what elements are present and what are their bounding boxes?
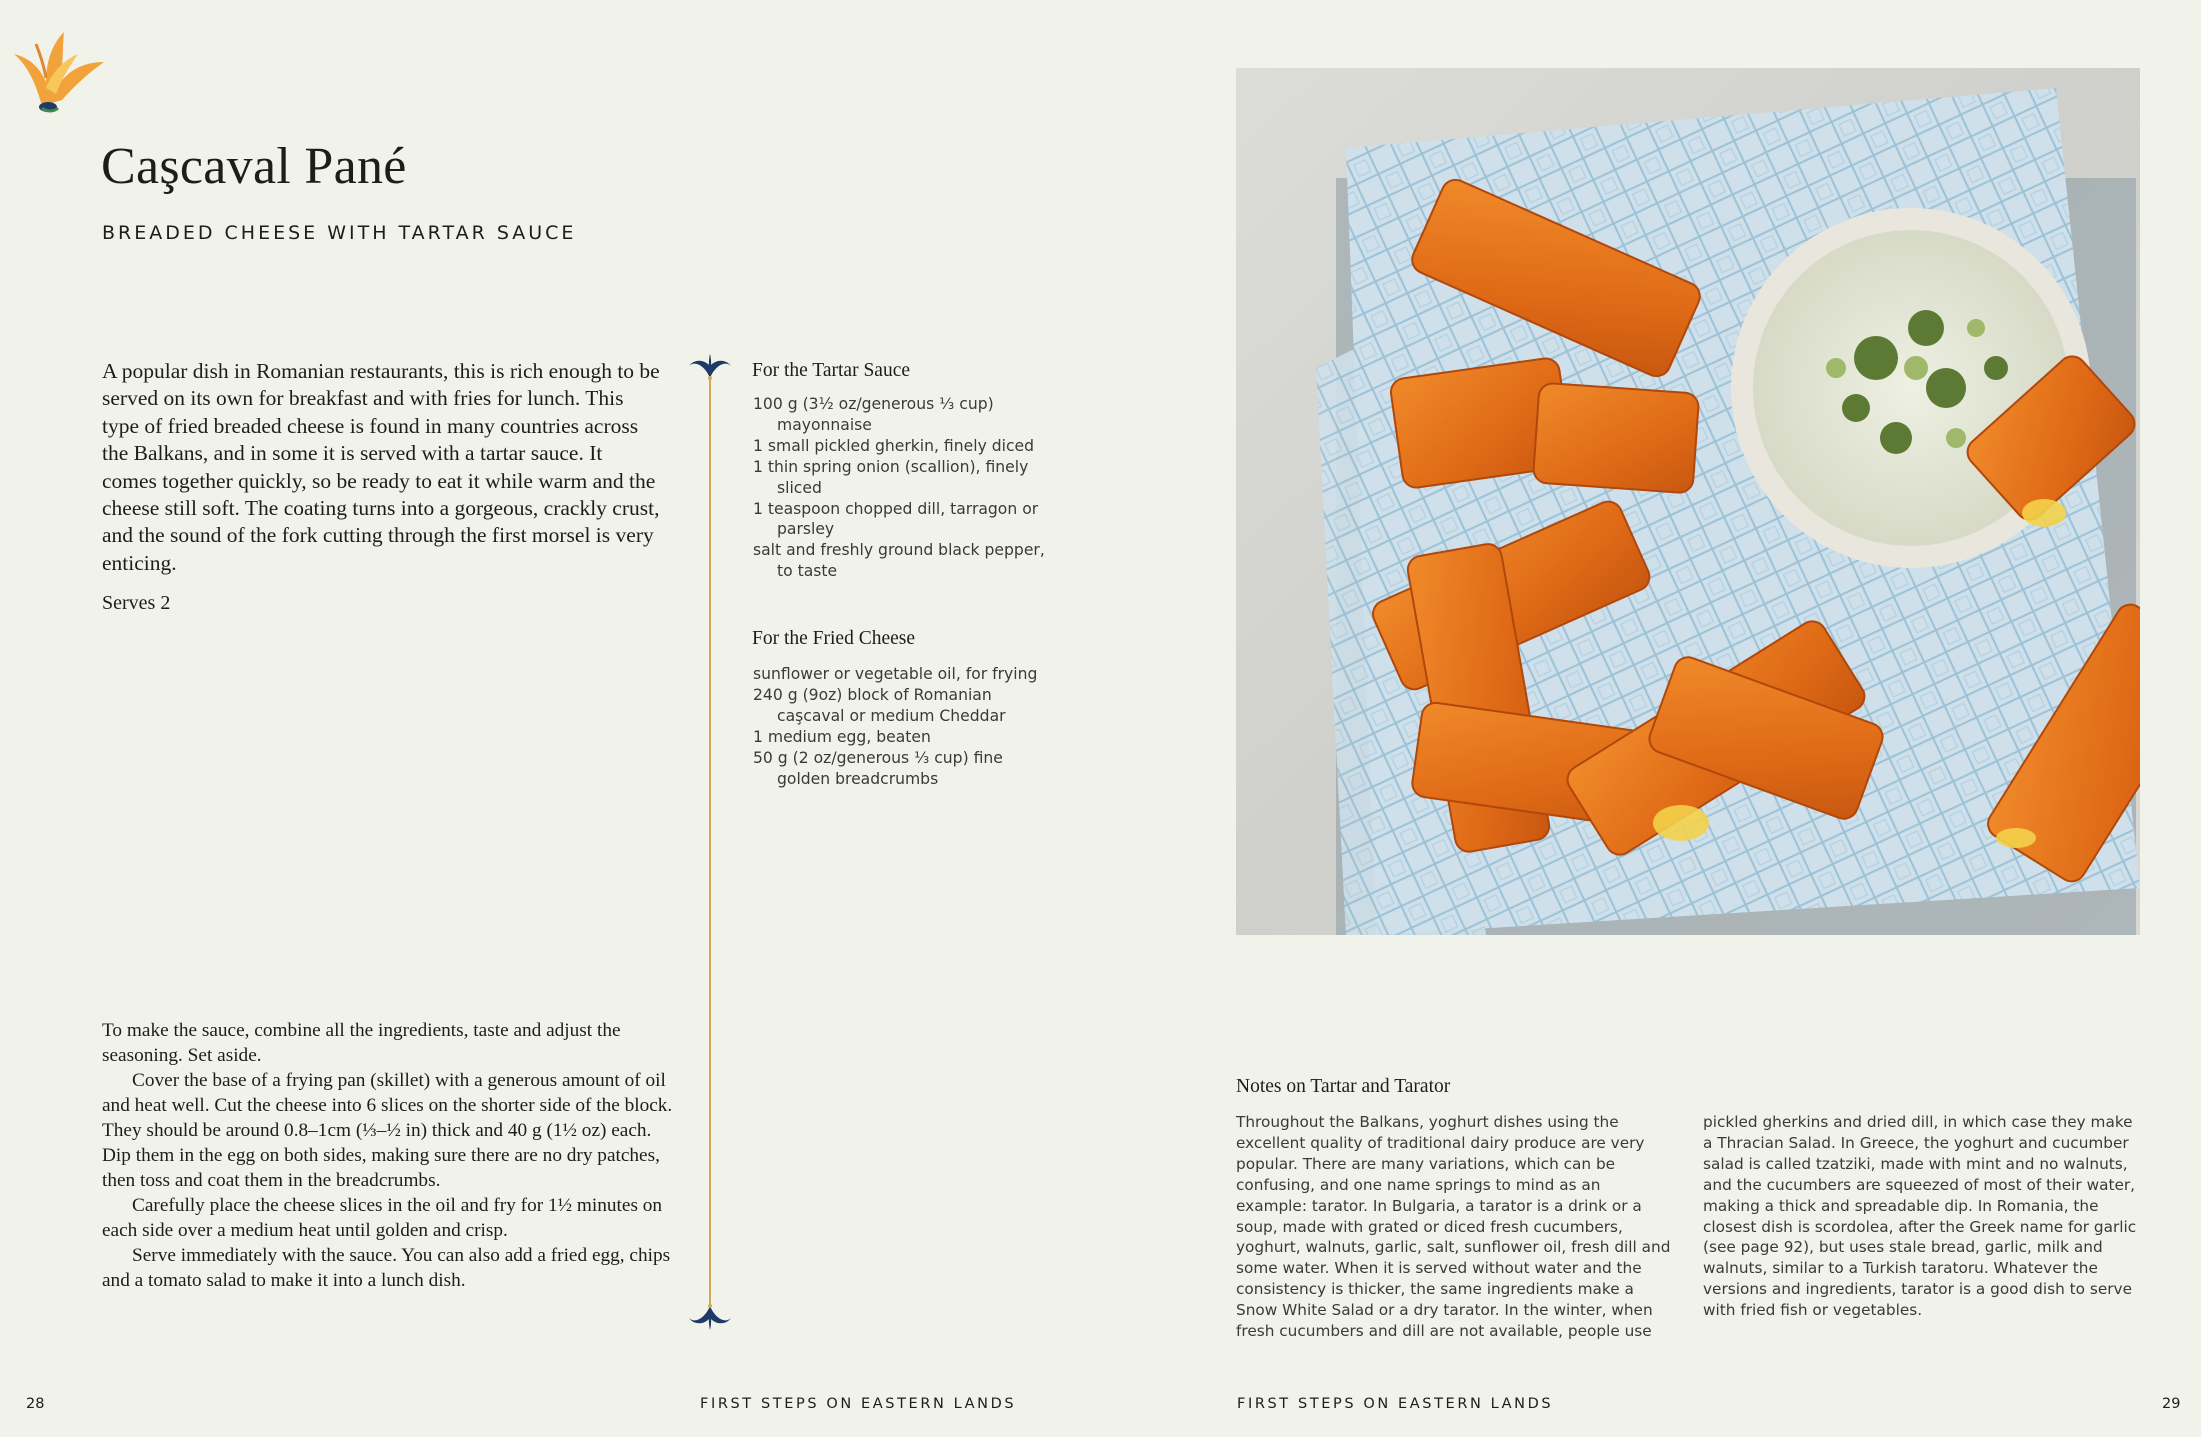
recipe-photo	[1236, 68, 2140, 935]
notes-column-2: pickled gherkins and dried dill, in which case they make a Thracian Salad. In Greece, the yoghurt and cucumber salad is called tzatziki, made with mint and no walnuts, and the cucumbers are squeezed of most of their water, making a thick and spreadable dip. In Romania, the closest dish is scordolea, after the Greek name for garlic (see page 92), but uses stale bread, garlic, milk and walnuts, similar to a Turkish taratoru. Whatever the versions and ingredients, tarator is a good dish to serve with fried fish or vegetables.	[1703, 1113, 2137, 1320]
ingredient-item: salt and freshly ground black pepper, to taste	[753, 541, 1045, 581]
ingredient-item: 1 small pickled gherkin, finely diced	[753, 436, 1035, 455]
method-paragraph: Carefully place the cheese slices in the oil and fry for 1½ minutes on each side over a medium heat until golden and crisp.	[102, 1195, 663, 1241]
page-number-left: 28	[26, 1396, 45, 1412]
recipe-intro: A popular dish in Romanian restaurants, this is rich enough to be served on its own for breakfast and with fries for lunch. This type of fried breaded cheese is found in many countries across the Balkans, and in some it is served with a tartar sauce. It comes together quickly, so be ready to eat it while warm and the cheese still soft. The coating turns into a gorgeous, crackly crust, and the sound of the fork cutting through the first morsel is very enticing.	[102, 359, 660, 575]
tartar-ingredients-list	[753, 394, 1053, 582]
recipe-title: Caşcaval Pané	[101, 138, 407, 195]
ingredient-item: sunflower or vegetable oil, for frying	[753, 665, 1038, 683]
recipe-subtitle: BREADED CHEESE WITH TARTAR SAUCE	[102, 222, 577, 244]
page-number-right: 29	[2162, 1396, 2181, 1412]
ingredient-item: 240 g (9oz) block of Romanian caşcaval or medium Cheddar	[753, 685, 1006, 725]
ornament-bottom-icon	[687, 1302, 733, 1332]
ornament-top-icon	[687, 352, 733, 382]
ingredient-item: 50 g (2 oz/generous ⅓ cup) fine golden breadcrumbs	[753, 748, 1003, 788]
method-paragraph: To make the sauce, combine all the ingredients, taste and adjust the seasoning. Set aside.	[102, 1020, 621, 1066]
running-footer-right: FIRST STEPS ON EASTERN LANDS	[1237, 1396, 1554, 1412]
tartar-sauce-heading: For the Tartar Sauce	[752, 360, 911, 381]
notes-column-1: Throughout the Balkans, yoghurt dishes using the excellent quality of traditional dairy produce are very popular. There are many variations, which can be confusing, and one name springs to mind as an example: tarator. In Bulgaria, a tarator is a drink or a soup, made with grated or diced fresh cucumbers, yoghurt, walnuts, garlic, salt, sunflower oil, fresh dill and some water. When it is served without water and the consistency is thicker, the same ingredients make a Snow White Salad or a dry tarator. In the winter, when fresh cucumbers and dill are not available, people use	[1236, 1113, 1671, 1341]
ingredient-item: 1 teaspoon chopped dill, tarragon or parsley	[753, 499, 1039, 539]
ingredient-item: 1 medium egg, beaten	[753, 727, 931, 746]
column-divider	[709, 372, 711, 1307]
serves-label: Serves 2	[102, 592, 171, 614]
ingredient-item: 100 g (3½ oz/generous ⅓ cup) mayonnaise	[753, 395, 994, 434]
flower-icon	[6, 14, 112, 114]
method-paragraph: Serve immediately with the sauce. You can also add a fried egg, chips and a tomato salad to make it into a lunch dish.	[102, 1245, 671, 1291]
method-text	[102, 1018, 677, 1293]
fried-cheese-ingredients-list	[753, 664, 1053, 789]
notes-heading: Notes on Tartar and Tarator	[1236, 1076, 1451, 1097]
running-footer-left: FIRST STEPS ON EASTERN LANDS	[700, 1396, 1017, 1412]
fried-cheese-heading: For the Fried Cheese	[752, 628, 916, 649]
method-paragraph: Cover the base of a frying pan (skillet) with a generous amount of oil and heat well. Cut the cheese into 6 slices on the shorter side of the block. They should be around 0.8–1cm (⅓–½ in) thick and 40 g (1½ oz) each. Dip them in the egg on both sides, making sure there are no dry patches, then toss and coat them in the breadcrumbs.	[102, 1070, 673, 1191]
ingredient-item: 1 thin spring onion (scallion), finely sliced	[753, 457, 1029, 497]
